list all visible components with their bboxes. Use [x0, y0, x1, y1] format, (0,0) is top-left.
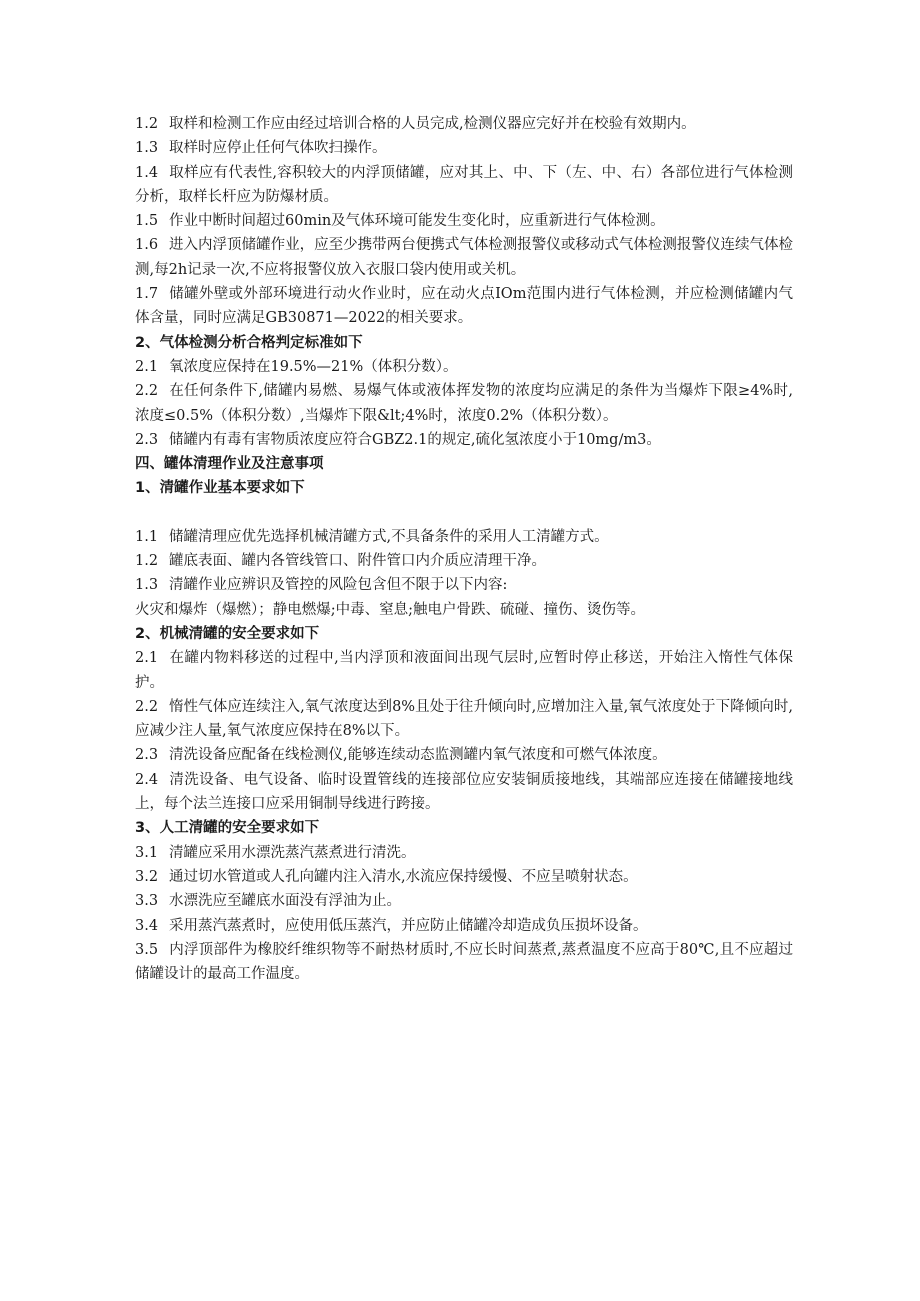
item-number: 2.2 [135, 383, 159, 400]
item-number: 2.3 [135, 431, 159, 448]
item-number: 2.4 [135, 771, 159, 788]
paragraph-text: 取样应有代表性,容积较大的内浮顶储罐，应对其上、中、下（左、中、右）各部位进行气体检测分析，取样长杆应为防爆材质。 [135, 164, 793, 205]
paragraph-text: 储罐清理应优先选择机械清罐方式,不具备条件的采用人工清罐方式。 [169, 528, 609, 545]
paragraph-text: 采用蒸汽蒸煮时，应使用低压蒸汽，并应防止储罐冷却造成负压损坏设备。 [169, 917, 648, 934]
item-number: 1.4 [135, 164, 159, 181]
item-number: 3.3 [135, 893, 159, 910]
paragraph [135, 209, 793, 233]
paragraph-text: 取样和检测工作应由经过培训合格的人员完成,检测仪器应完好并在校验有效期内。 [169, 116, 696, 132]
paragraph-text: 进入内浮顶储罐作业，应至少携带两台便携式气体检测报警仪或移动式气体检测报警仪连续气体检测,每2h记录一次,不应将报警仪放入衣服口袋内使用或关机。 [135, 237, 793, 278]
paragraph-text: 在任何条件下,储罐内易燃、易爆气体或液体挥发物的浓度均应满足的条件为当爆炸下限≥4%时,浓度≤0.5%（体积分数）,当爆炸下限&lt;4%时，浓度0.2%（体积分数）。 [135, 383, 793, 424]
paragraph [135, 646, 793, 695]
paragraph [135, 598, 793, 622]
paragraph [135, 355, 793, 379]
paragraph-text: 在罐内物料移送的过程中,当内浮顶和液面间出现气层时,应暂时停止移送，开始注入惰性气体保护。 [135, 650, 793, 691]
paragraph [135, 914, 793, 938]
item-number: 1.6 [135, 237, 159, 254]
paragraph [135, 573, 793, 597]
paragraph-text: 清罐作业应辨识及管控的风险包含但不限于以下内容: [169, 577, 508, 594]
paragraph [135, 428, 793, 452]
paragraph [135, 841, 793, 865]
paragraph-text: 火灾和爆炸（爆燃）；静电燃爆;中毒、窒息;触电户骨跌、硫碰、撞伤、烫伤等。 [135, 601, 646, 618]
section-heading: 1、清罐作业基本要求如下 [135, 480, 305, 497]
paragraph-text: 通过切水管道或人孔向罐内注入清水,水流应保持缓慢、不应呈喷射状态。 [169, 868, 638, 885]
item-number: 1.3 [135, 140, 159, 157]
paragraph [135, 743, 793, 767]
paragraph-text: 惰性气体应连续注入,氧气浓度达到8%且处于往升倾向时,应增加注入量,氧气浓度处于下降倾向时,应减少注人量,氧气浓度应保持在8%以下。 [135, 698, 793, 740]
item-number: 3.2 [135, 868, 159, 885]
item-number: 1.3 [135, 577, 159, 594]
item-number: 3.4 [135, 917, 159, 934]
paragraph-text: 清洗设备应配备在线检测仪,能够连续动态监测罐内氧气浓度和可燃气体浓度。 [169, 747, 667, 764]
paragraph-text: 水漂洗应至罐底水面没有浮油为止。 [169, 893, 401, 910]
paragraph [135, 233, 793, 282]
item-number: 3.1 [135, 844, 159, 861]
paragraph-text: 清洗设备、电气设备、临时设置管线的连接部位应安装铜质接地线，其端部应连接在储罐接地线上，每个法兰连接口应采用铜制导线进行跨接。 [135, 771, 793, 813]
item-number: 3.5 [135, 941, 159, 958]
paragraph-text: 作业中断时间超过60min及气体环境可能发生变化时，应重新进行气体检测。 [169, 213, 665, 230]
document-page [135, 112, 793, 986]
paragraph-text: 储罐内有毒有害物质浓度应符合GBZ2.1的规定,硫化氢浓度小于10mg∕m3。 [169, 431, 661, 448]
blank-line [135, 501, 793, 525]
section-heading: 2、气体检测分析合格判定标准如下 [135, 334, 363, 351]
paragraph-text: 储罐外壁或外部环境进行动火作业时，应在动火点IOm范围内进行气体检测，并应检测储罐内气体含量，同时应满足GB30871—2022的相关要求。 [135, 286, 793, 327]
paragraph-text: 取样时应停止任何气体吹扫操作。 [169, 140, 387, 157]
paragraph [135, 865, 793, 889]
item-number: 2.1 [135, 358, 159, 375]
item-number: 1.2 [135, 116, 159, 132]
paragraph [135, 161, 793, 210]
item-number: 1.1 [135, 528, 159, 545]
paragraph [135, 379, 793, 428]
paragraph-text: 内浮顶部件为橡胶纤维织物等不耐热材质时,不应长时间蒸煮,蒸煮温度不应高于80℃,且不应超过储罐设计的最高工作温度。 [135, 941, 793, 983]
paragraph [135, 768, 793, 817]
paragraph [135, 136, 793, 160]
section-heading: 2、机械清罐的安全要求如下 [135, 625, 320, 642]
paragraph-text: 罐底表面、罐内各管线管口、附件管口内介质应清理干净。 [169, 553, 546, 570]
paragraph [135, 889, 793, 913]
item-number: 2.3 [135, 747, 159, 764]
item-number: 2.2 [135, 698, 159, 715]
item-number: 1.2 [135, 553, 159, 570]
paragraph [135, 525, 793, 549]
paragraph [135, 282, 793, 331]
item-number: 1.7 [135, 286, 159, 303]
paragraph [135, 695, 793, 744]
section-heading: 四、罐体清理作业及注意事项 [135, 456, 324, 473]
paragraph [135, 549, 793, 573]
paragraph [135, 112, 793, 136]
section-heading: 3、人工清罐的安全要求如下 [135, 820, 320, 837]
paragraph [135, 938, 793, 987]
item-number: 2.1 [135, 650, 159, 667]
paragraph-text: 氧浓度应保持在19.5%—21%（体积分数）。 [169, 358, 458, 375]
item-number: 1.5 [135, 213, 159, 230]
paragraph-text: 清罐应采用水漂洗蒸汽蒸煮进行清洗。 [169, 844, 416, 861]
